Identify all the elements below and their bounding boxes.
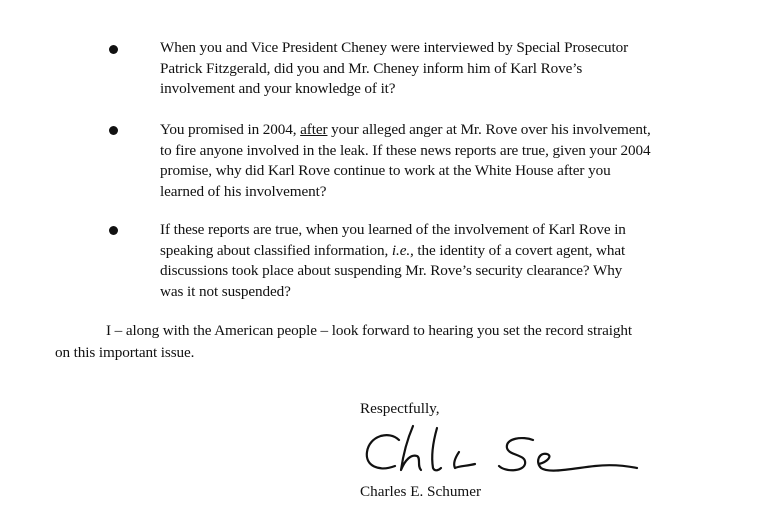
text-run: speaking about classified information, [160,241,392,259]
text-run: your alleged anger at Mr. Rove over his involvement, [327,121,651,138]
text-line: discussions took place about suspending Mr. Rove’s security clearance? Why [160,262,623,279]
text-run: You promised in 2004, [160,121,301,138]
text-line: promise, why did Karl Rove continue to work at the White House after you [160,162,611,179]
signer-name: Charles E. Schumer [360,483,482,500]
text-line: I – along with the American people – look forward to hearing you set the record straight [106,322,632,339]
text-line: involvement and your knowledge of it? [160,80,396,97]
text-line: learned of his involvement? [160,182,327,200]
text-line: to fire anyone involved in the leak. If these news reports are true, given your 2004 [160,141,651,159]
underlined-word: after [300,121,328,138]
text-line: If these reports are true, when you learned of the involvement of Karl Rove in [160,221,626,238]
bullet-icon [109,126,118,135]
salutation: Respectfully, [360,400,440,417]
bullet-icon [109,226,118,235]
bullet-text [160,38,740,100]
text-line: Patrick Fitzgerald, did you and Mr. Cheney inform him of Karl Rove’s [160,59,583,77]
bullet-text [160,120,740,202]
italic-text: i.e., [391,241,414,259]
bullet-icon [109,45,118,54]
text-line [160,120,740,141]
text-line [160,241,740,262]
text-line: on this important issue. [55,344,195,361]
text-run: the identity of a covert agent, what [413,241,626,259]
text-line: was it not suspended? [160,282,291,300]
bullet-text [160,220,740,302]
handwritten-signature [355,422,645,484]
text-line: When you and Vice President Cheney were interviewed by Special Prosecutor [160,39,629,56]
closing-paragraph [55,320,745,364]
